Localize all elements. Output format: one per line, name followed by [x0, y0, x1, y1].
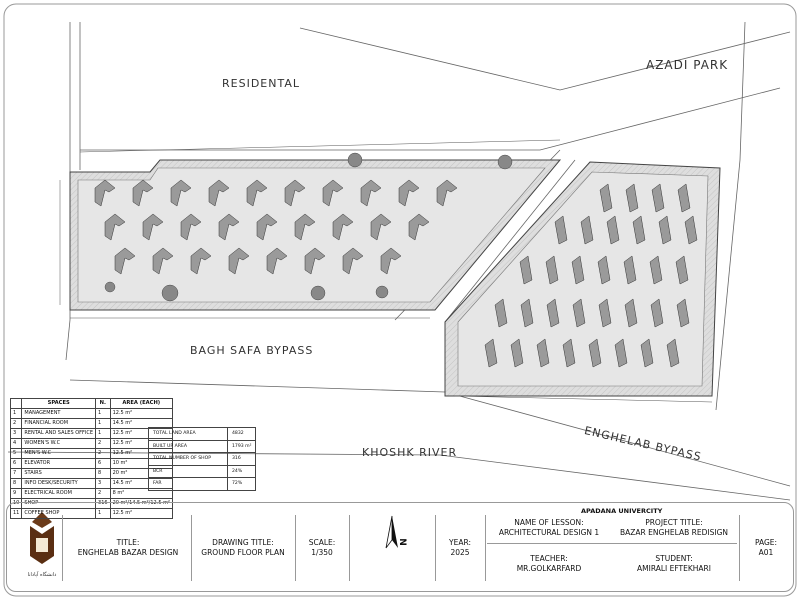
title-block [6, 502, 794, 592]
stats-table-cell: 4832 [228, 428, 256, 441]
teacher-value: MR.GOLKARFARD [516, 564, 582, 573]
spaces-table-cell: 9 [11, 489, 22, 499]
drawing-title-value: GROUND FLOOR PLAN [201, 548, 285, 557]
spaces-table-cell: MEN'S W.C [22, 449, 96, 459]
project-cell [613, 511, 735, 545]
spaces-table-cell: 4 [11, 439, 22, 449]
spaces-header-cell: N. [96, 399, 111, 409]
spaces-table-cell: 2 [96, 439, 111, 449]
stats-table-cell: BUILT UP AREA [149, 440, 228, 453]
spaces-table-cell: RENTAL AND SALES OFFICE [22, 429, 96, 439]
label-residental: RESIDENTAL [222, 77, 300, 90]
year-cell [437, 511, 483, 585]
spaces-header-cell [11, 399, 22, 409]
title-value: ENGHELAB BAZAR DESIGN [77, 548, 179, 557]
spaces-table-cell: MANAGEMENT [22, 409, 96, 419]
spaces-table-cell: 6 [11, 459, 22, 469]
scale-value: 1/350 [311, 548, 333, 557]
spaces-table-cell: 10 m² [110, 459, 172, 469]
stats-table-row [149, 428, 256, 441]
spaces-table-cell: WOMEN'S W.C [22, 439, 96, 449]
title-cell [67, 511, 189, 585]
student-cell [613, 547, 735, 581]
spaces-table-cell: FINANCIAL ROOM [22, 419, 96, 429]
spaces-table-cell: 8 [11, 479, 22, 489]
spaces-table-cell: 1 [96, 409, 111, 419]
stats-table-row [149, 478, 256, 491]
spaces-table-cell: 12.5 m² [110, 409, 172, 419]
spaces-table-cell: INFO DESK/SECURITY [22, 479, 96, 489]
spaces-table-cell: 1 [96, 429, 111, 439]
label-enghelab-bypass: ENGHELAB BYPASS [583, 424, 703, 464]
stats-table [148, 427, 256, 491]
page-cell [741, 511, 791, 585]
spaces-table-cell: 1 [96, 509, 111, 519]
project-label: PROJECT TITLE: [645, 518, 703, 527]
spaces-table-cell: 3 [96, 479, 111, 489]
stats-table-cell: 1793 m² [228, 440, 256, 453]
spaces-table-cell: 5 [11, 449, 22, 459]
page-label: PAGE: [754, 538, 778, 547]
scale-label: SCALE: [308, 538, 336, 547]
spaces-table-cell: 6 [96, 459, 111, 469]
spaces-header-cell: AREA (EACH) [110, 399, 172, 409]
stats-table-cell: 316 [228, 453, 256, 466]
spaces-header-cell: SPACES [22, 399, 96, 409]
spaces-table-cell: 316 [96, 499, 111, 509]
university-name: APADANA UNIVERCITY [581, 507, 663, 515]
page-value: A01 [758, 548, 774, 557]
spaces-table-cell: ELEVATOR [22, 459, 96, 469]
stats-table-cell: TOTAL LAND AREA [149, 428, 228, 441]
stats-table-cell: TOTAL NUMBER OF SHOP [149, 453, 228, 466]
teacher-cell [489, 547, 609, 581]
project-value: BAZAR ENGHELAB REDISIGN [619, 528, 729, 537]
teacher-label: TEACHER: [530, 554, 568, 563]
spaces-table-cell: 12.5 m² [110, 449, 172, 459]
stats-table-row [149, 453, 256, 466]
stats-table-cell: FAR [149, 478, 228, 491]
spaces-table-cell: 20 m²/14.5 m²/12.5 m² [110, 499, 172, 509]
label-khoshk-river: KHOSHK RIVER [362, 446, 458, 459]
label-azadi-park: AZADI PARK [646, 58, 729, 72]
year-value: 2025 [450, 548, 470, 557]
spaces-table-cell: 20 m² [110, 469, 172, 479]
spaces-table-cell: 8 m² [110, 489, 172, 499]
spaces-table-cell: STAIRS [22, 469, 96, 479]
lesson-value: ARCHITECTURAL DESIGN 1 [498, 528, 600, 537]
spaces-table-cell: 12.5 m² [110, 429, 172, 439]
spaces-table-cell: 12.5 m² [110, 509, 172, 519]
stats-table-row [149, 465, 256, 478]
stats-table-cell: 72% [228, 478, 256, 491]
spaces-table-header [11, 399, 173, 409]
title-label: TITLE: [116, 538, 140, 547]
spaces-table-cell: 10 [11, 499, 22, 509]
spaces-table-cell: 7 [11, 469, 22, 479]
spaces-table-cell: 2 [96, 449, 111, 459]
north-letter: N [396, 538, 407, 546]
stats-table-cell: BCR [149, 465, 228, 478]
scale-cell [297, 511, 347, 585]
lesson-label: NAME OF LESSON: [514, 518, 584, 527]
spaces-table-cell: 12.5 m² [110, 439, 172, 449]
spaces-table-cell: 1 [11, 409, 22, 419]
drawing-title-cell [193, 511, 293, 585]
spaces-table-cell: 11 [11, 509, 22, 519]
spaces-table-cell: SHOP [22, 499, 96, 509]
student-value: AMIRALI EFTEKHARI [637, 564, 711, 573]
spaces-table-row [11, 409, 173, 419]
spaces-table-cell: COFFEE SHOP [22, 509, 96, 519]
lesson-cell [489, 511, 609, 545]
spaces-table-cell: 14.5 m² [110, 479, 172, 489]
drawing-title-label: DRAWING TITLE: [212, 538, 274, 547]
spaces-table-cell: ELECTRICAL ROOM [22, 489, 96, 499]
label-bagh-safa-bypass: BAGH SAFA BYPASS [190, 344, 314, 357]
stats-table-row [149, 440, 256, 453]
svg-text:دانشگاه آپادانا: دانشگاه آپادانا [27, 572, 57, 578]
year-label: YEAR: [449, 538, 471, 547]
spaces-table-cell: 1 [96, 419, 111, 429]
spaces-table-cell: 3 [11, 429, 22, 439]
spaces-table-cell: 2 [11, 419, 22, 429]
spaces-table-cell: 8 [96, 469, 111, 479]
student-label: STUDENT: [655, 554, 693, 563]
spaces-table-cell: 2 [96, 489, 111, 499]
stats-table-cell: 24% [228, 465, 256, 478]
spaces-table-cell: 14.5 m² [110, 419, 172, 429]
